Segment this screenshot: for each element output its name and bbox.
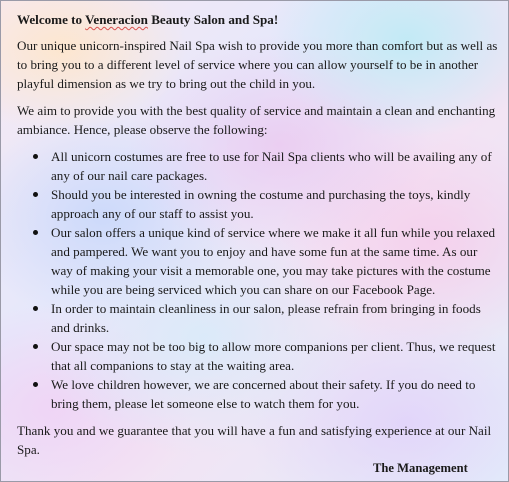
aim-paragraph: We aim to provide you with the best quality of service and maintain a clean and enchanting ambiance. Hence, please observe the following: — [17, 103, 496, 137]
heading-brand: Veneracion — [85, 12, 148, 27]
signature: The Management — [373, 461, 468, 475]
rule-item: All unicorn costumes are free to use for Nail Spa clients who will be availing any of any of our nail care packages. — [51, 147, 499, 185]
rules-list — [17, 147, 499, 413]
rule-item: We love children however, we are concerned about their safety. If you do need to bring them, please let someone else to watch them for you. — [51, 375, 499, 413]
intro-paragraph: Our unique unicorn-inspired Nail Spa wish to provide you more than comfort but as well as to bring you to a different level of service where you can allow yourself to be in another playful dimension as we try to bring out the child in you. — [17, 38, 498, 91]
rule-item: Should you be interested in owning the costume and purchasing the toys, kindly approach any of our staff to assist you. — [51, 185, 499, 223]
heading-prefix: Welcome to — [17, 12, 86, 27]
notice-body — [17, 10, 499, 467]
rule-item: In order to maintain cleanliness in our salon, please refrain from bringing in foods and drinks. — [51, 299, 499, 337]
heading-suffix: Beauty Salon and Spa! — [147, 12, 279, 27]
closing-paragraph: Thank you and we guarantee that you will have a fun and satisfying experience at our Nail Spa. — [17, 423, 492, 457]
rule-item: Our space may not be too big to allow more companions per client. Thus, we request that all companions to stay at the waiting area. — [51, 337, 499, 375]
notice-heading — [17, 10, 499, 29]
rule-item: Our salon offers a unique kind of service where we make it all fun while you relaxed and pampered. We want you to enjoy and have some fun at the same time. As our way of making your visit a memorable one, you may take pictures with the costume while you are being serviced which you can share on our Facebook Page. — [51, 223, 499, 299]
